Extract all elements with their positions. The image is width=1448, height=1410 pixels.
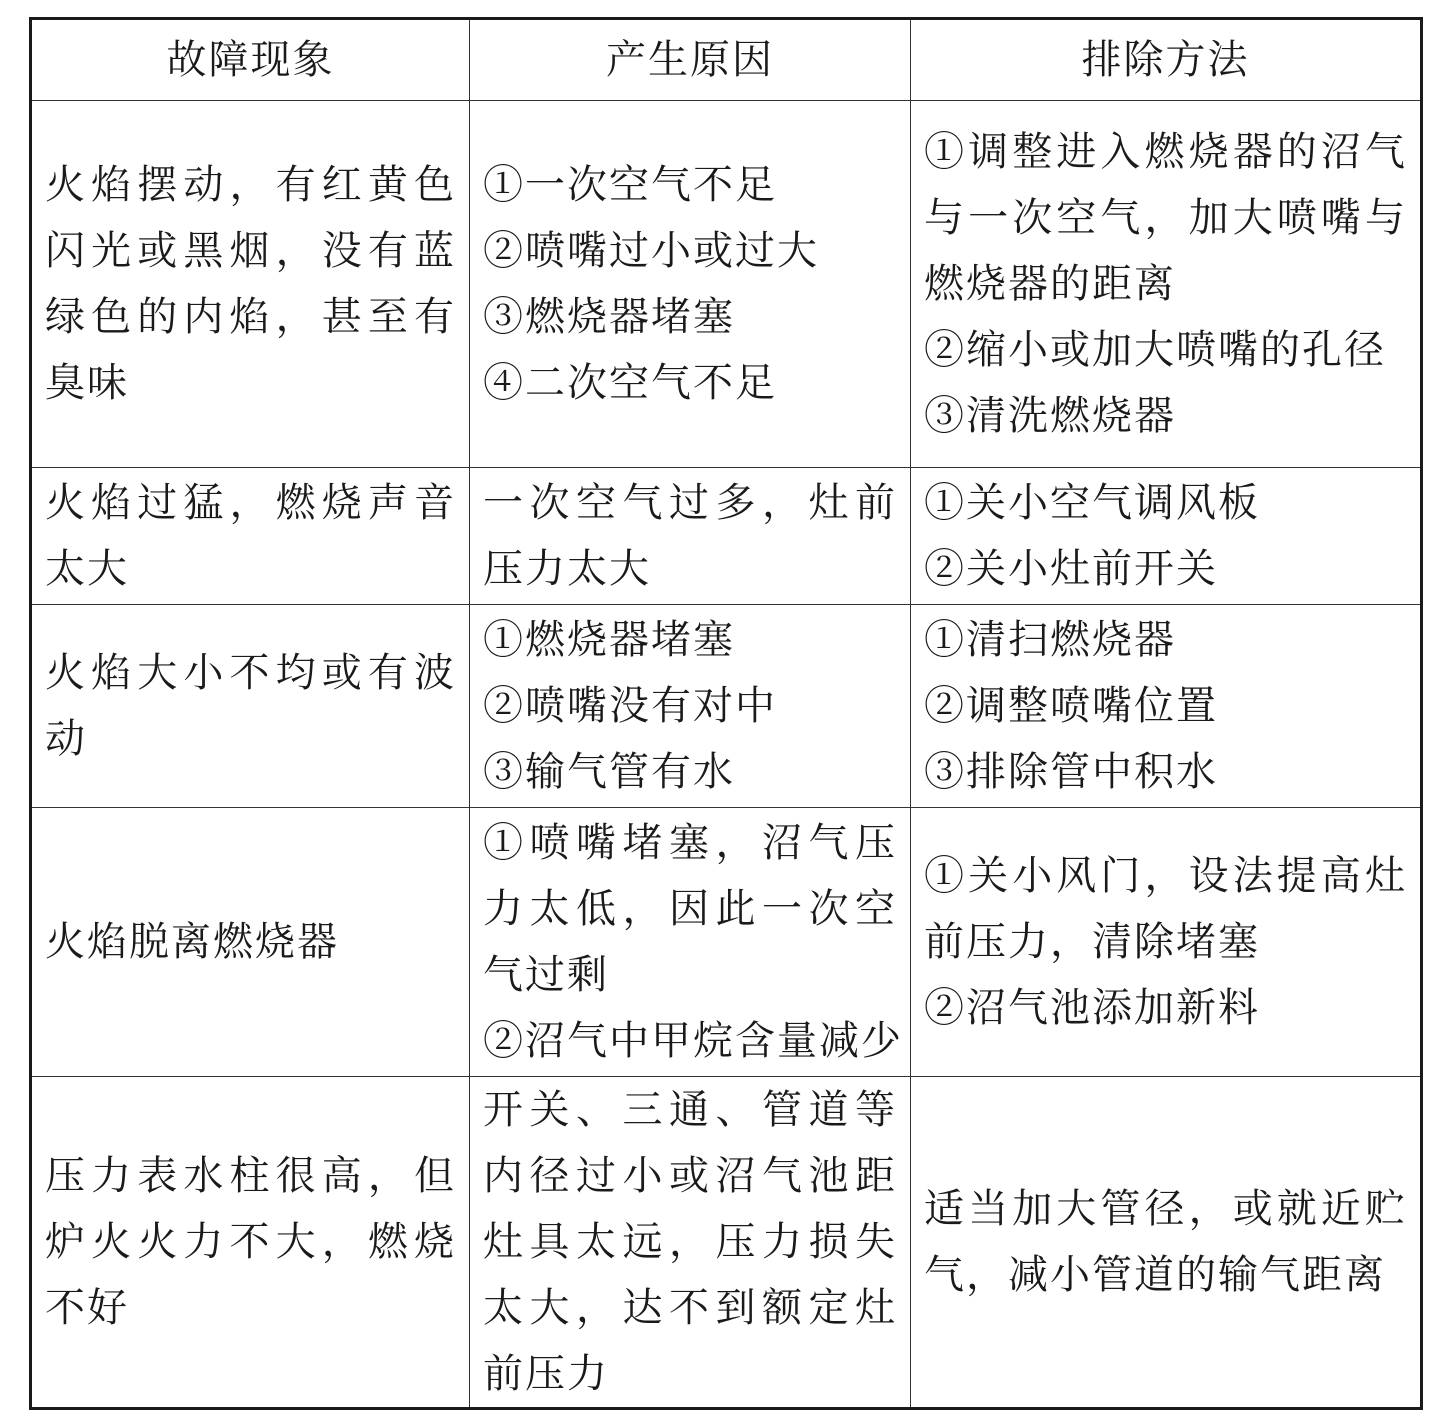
solution-item: ②关小灶前开关 xyxy=(924,546,1218,592)
header-solution: 排除方法 xyxy=(911,19,1422,101)
table-header-row xyxy=(31,19,1422,101)
header-symptom: 故障现象 xyxy=(31,19,470,101)
table-row xyxy=(31,1077,1422,1409)
cause-item: 开关、三通、管道等内径过小或沼气池距灶具太远，压力损失太大，达不到额定灶前压力 xyxy=(483,1087,897,1397)
solution-item: ①清扫燃烧器 xyxy=(924,617,1176,663)
cause-item: 一次空气过多，灶前压力太大 xyxy=(483,480,897,592)
solution-item: ①关小风门，设法提高灶前压力，清除堵塞 xyxy=(924,853,1407,965)
cause-item: ④二次空气不足 xyxy=(483,360,777,406)
cause-item: ②喷嘴过小或过大 xyxy=(483,228,819,274)
solution-item: ①调整进入燃烧器的沼气与一次空气，加大喷嘴与燃烧器的距离 xyxy=(924,129,1407,307)
cause-item: ③输气管有水 xyxy=(483,749,735,795)
cause-cell xyxy=(470,605,911,808)
table-row xyxy=(31,101,1422,468)
symptom-cell: 火焰摆动，有红黄色闪光或黑烟，没有蓝绿色的内焰，甚至有臭味 xyxy=(31,101,470,468)
solution-cell xyxy=(911,468,1422,605)
symptom-cell: 火焰脱离燃烧器 xyxy=(31,808,470,1077)
solution-cell xyxy=(911,1077,1422,1409)
solution-cell xyxy=(911,808,1422,1077)
cause-item: ③燃烧器堵塞 xyxy=(483,294,735,340)
fault-troubleshooting-table xyxy=(29,17,1423,1410)
solution-cell xyxy=(911,605,1422,808)
solution-item: 适当加大管径，或就近贮气，减小管道的输气距离 xyxy=(924,1186,1407,1298)
cause-cell xyxy=(470,101,911,468)
symptom-cell: 火焰大小不均或有波动 xyxy=(31,605,470,808)
solution-cell xyxy=(911,101,1422,468)
solution-item: ②沼气池添加新料 xyxy=(924,985,1260,1031)
solution-item: ③排除管中积水 xyxy=(924,749,1218,795)
header-cause: 产生原因 xyxy=(470,19,911,101)
table-row xyxy=(31,468,1422,605)
cause-item: ①燃烧器堵塞 xyxy=(483,617,735,663)
solution-item: ②调整喷嘴位置 xyxy=(924,683,1218,729)
symptom-cell: 火焰过猛，燃烧声音太大 xyxy=(31,468,470,605)
cause-item: ②沼气中甲烷含量减少 xyxy=(483,1018,903,1064)
cause-cell xyxy=(470,808,911,1077)
table-row xyxy=(31,808,1422,1077)
cause-cell xyxy=(470,1077,911,1409)
cause-item: ①喷嘴堵塞，沼气压力太低，因此一次空气过剩 xyxy=(483,820,897,998)
table-row xyxy=(31,605,1422,808)
symptom-cell: 压力表水柱很高，但炉火火力不大，燃烧不好 xyxy=(31,1077,470,1409)
cause-item: ①一次空气不足 xyxy=(483,162,777,208)
solution-item: ③清洗燃烧器 xyxy=(924,393,1176,439)
cause-item: ②喷嘴没有对中 xyxy=(483,683,777,729)
cause-cell xyxy=(470,468,911,605)
solution-item: ①关小空气调风板 xyxy=(924,480,1260,526)
solution-item: ②缩小或加大喷嘴的孔径 xyxy=(924,327,1386,373)
